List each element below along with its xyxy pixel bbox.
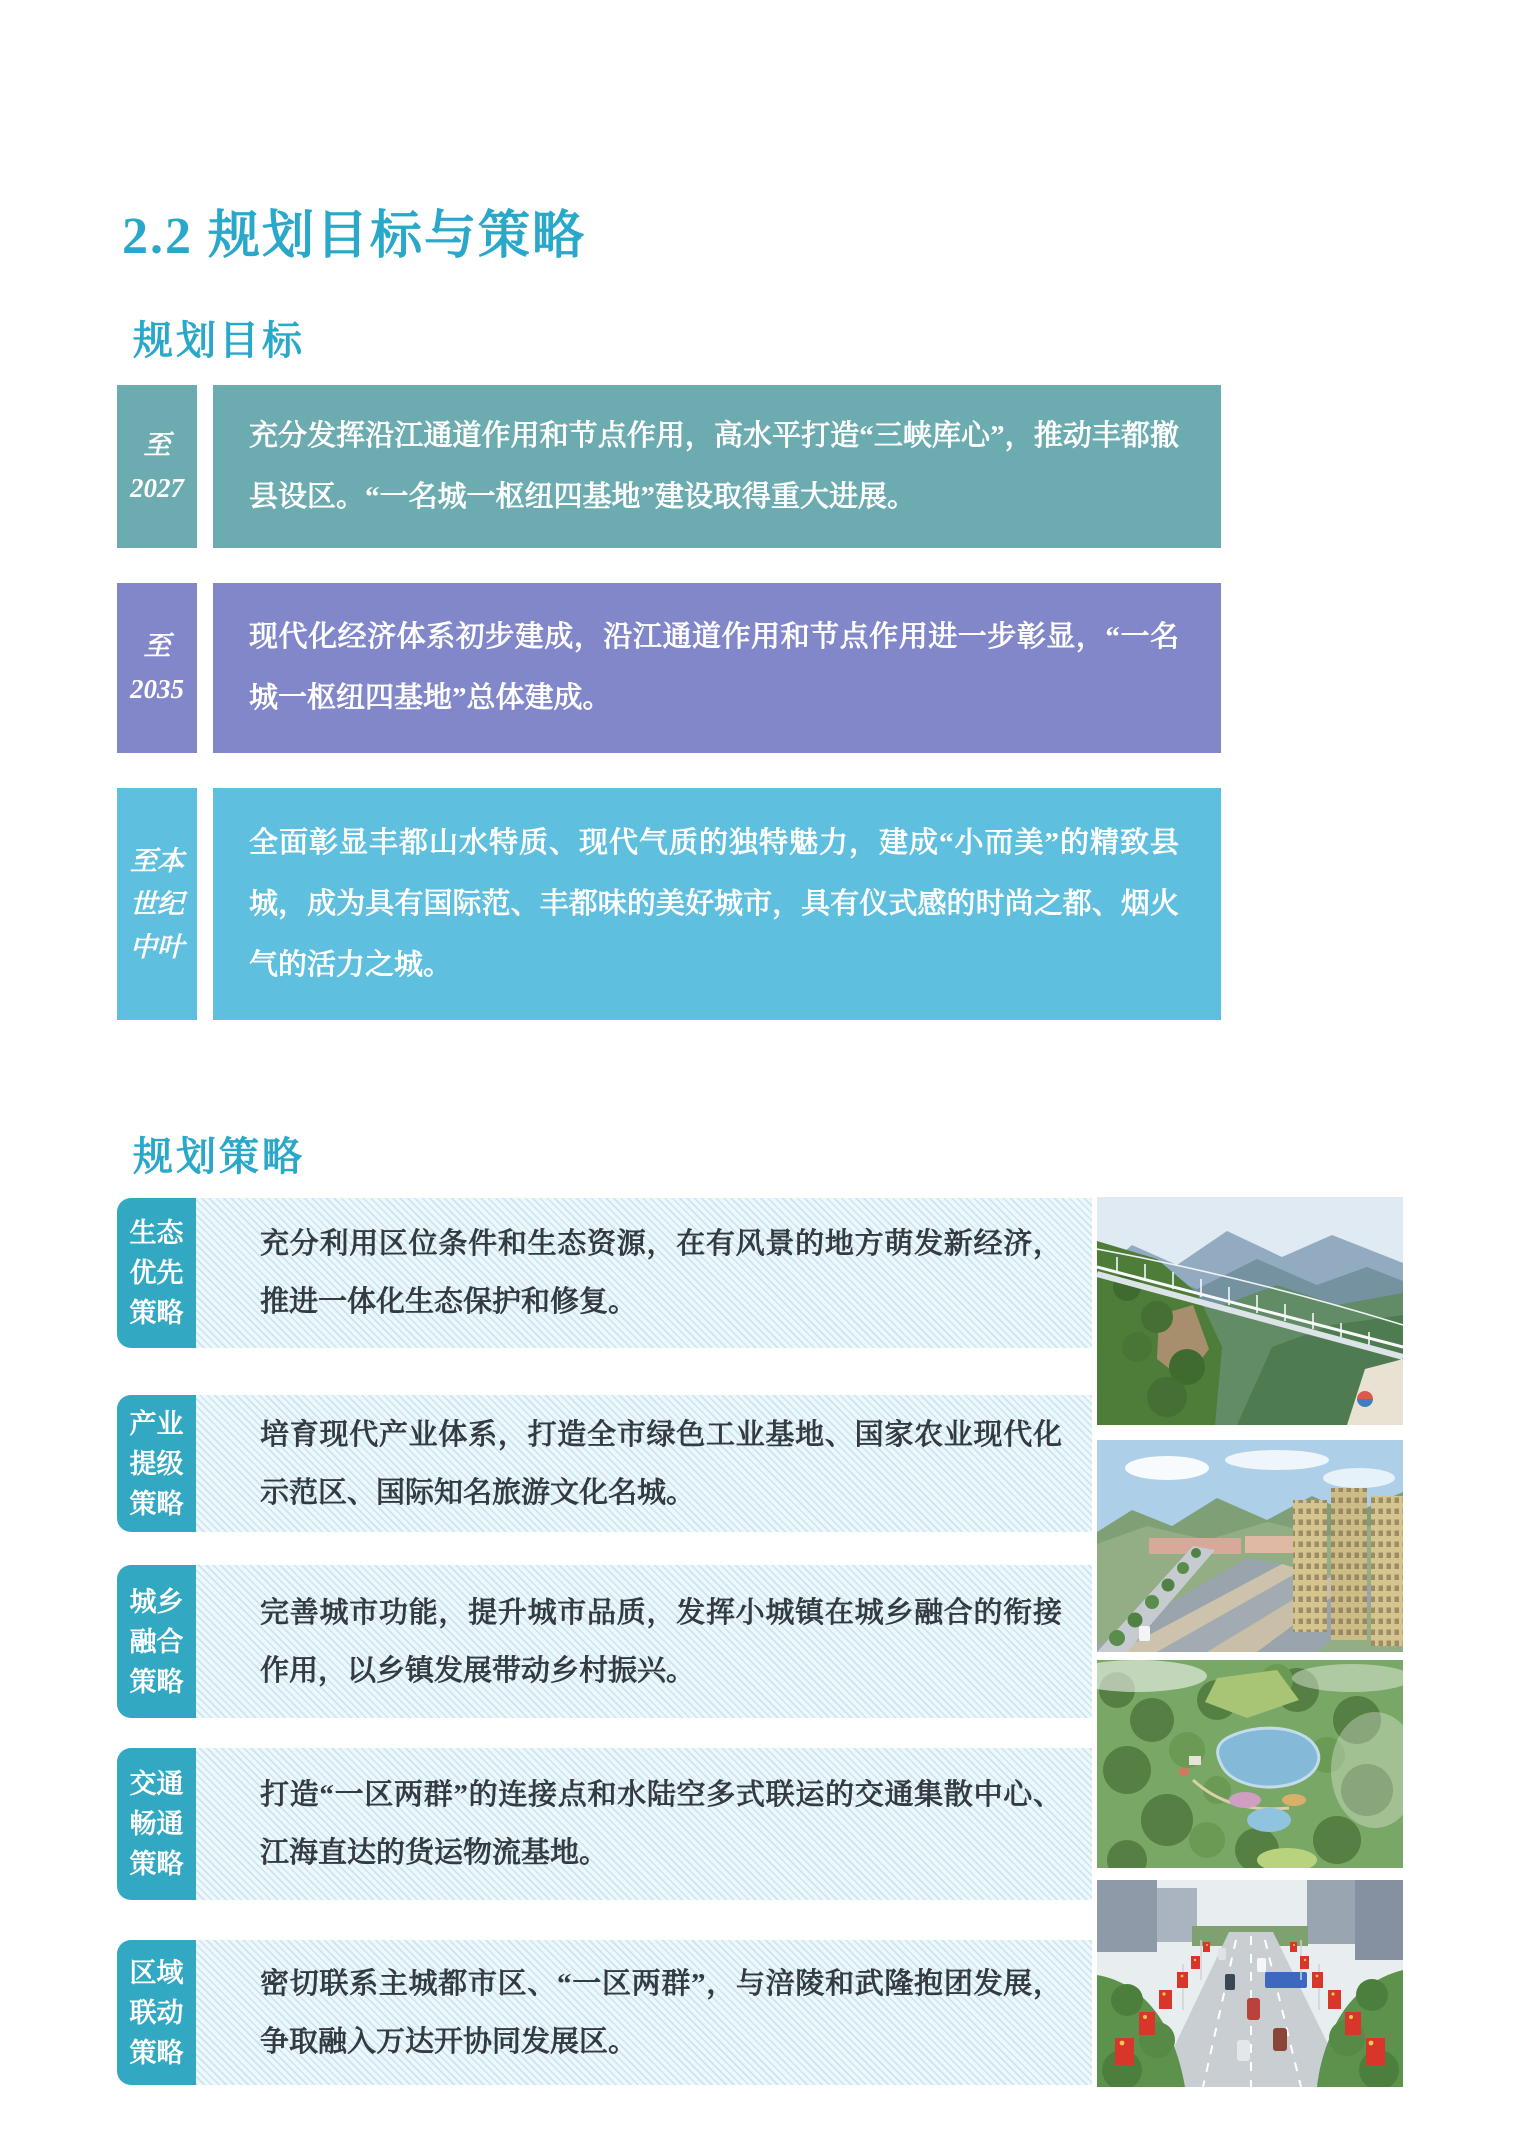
photo-city-street (1097, 1880, 1403, 2087)
goal-label-line: 2035 (130, 674, 184, 704)
goal-text-content: 现代化经济体系初步建成，沿江通道作用和节点作用进一步彰显，“一名城一枢纽四基地”总体建成。 (249, 621, 1179, 714)
goal-label-line: 至本 (130, 845, 184, 876)
strategy-regional-label (117, 1940, 196, 2085)
bridge-valley-illustration (1097, 1197, 1403, 1425)
strategy-text-content: 密切联系主城都市区、“一区两群”，与涪陵和武隆抱团发展，争取融入万达开协同发展区。 (260, 1967, 1062, 2058)
goal-text-content: 充分发挥沿江通道作用和节点作用，高水平打造“三峡库心”，推动丰都撤县设区。“一名城一枢纽四基地”建设取得重大进展。 (249, 419, 1179, 513)
strategy-transport-label (117, 1748, 196, 1900)
page-title: 2.2 规划目标与策略 (122, 207, 587, 265)
strategy-ecology-label (117, 1198, 196, 1348)
strategy-label-line: 策略 (129, 1666, 184, 1697)
strategy-label-line: 策略 (129, 1298, 184, 1328)
strategy-urban-rural-text (196, 1565, 1092, 1718)
photo-park-lake (1097, 1660, 1403, 1868)
photo-glass-bridge (1097, 1197, 1403, 1425)
town-street-illustration (1097, 1440, 1403, 1652)
goal-label-line: 世纪 (130, 888, 184, 919)
strategy-text-content: 充分利用区位条件和生态资源，在有风景的地方萌发新经济，推进一体化生态保护和修复。 (260, 1228, 1062, 1318)
strategy-industry-text (196, 1395, 1092, 1532)
goal-2035-label (117, 583, 197, 753)
park-lake-illustration (1097, 1660, 1403, 1868)
strategy-label-line: 策略 (129, 1488, 184, 1519)
strategy-label-line: 策略 (129, 1849, 184, 1879)
strategies-section-heading: 规划策略 (133, 1134, 305, 1180)
goal-label-line: 2027 (130, 472, 184, 503)
goal-2035-text (213, 583, 1221, 753)
strategy-industry-label (117, 1395, 196, 1532)
goals-section-heading: 规划目标 (133, 318, 305, 364)
strategy-label-line: 策略 (129, 2037, 184, 2068)
goal-text-content: 全面彰显丰都山水特质、现代气质的独特魅力，建成“小而美”的精致县城，成为具有国际范、丰都味的美好城市，具有仪式感的时尚之都、烟火气的活力之城。 (249, 826, 1179, 981)
strategy-label-line: 城乡 (129, 1586, 184, 1617)
strategy-label-line: 融合 (129, 1626, 184, 1657)
goal-midcentury-text (213, 788, 1221, 1020)
strategy-transport-text (196, 1748, 1092, 1900)
strategy-text-content: 培育现代产业体系，打造全市绿色工业基地、国家农业现代化示范区、国际知名旅游文化名城。 (260, 1418, 1062, 1509)
strategy-label-line: 优先 (129, 1258, 184, 1288)
goal-midcentury-label (117, 788, 197, 1020)
strategy-label-line: 产业 (129, 1408, 184, 1439)
strategy-regional-text (196, 1940, 1092, 2085)
strategy-label-line: 提级 (129, 1448, 184, 1479)
strategy-text-content: 完善城市功能，提升城市品质，发挥小城镇在城乡融合的衔接作用，以乡镇发展带动乡村振兴。 (260, 1596, 1062, 1687)
goal-label-line: 中叶 (130, 931, 184, 962)
strategy-ecology-text (196, 1198, 1092, 1348)
strategy-label-line: 交通 (129, 1769, 184, 1799)
strategy-text-content: 打造“一区两群”的连接点和水陆空多式联运的交通集散中心、江海直达的货运物流基地。 (260, 1779, 1062, 1869)
strategy-urban-rural-label (117, 1565, 196, 1718)
city-street-flags-illustration (1097, 1880, 1403, 2087)
goal-2027-text (213, 385, 1221, 548)
goal-2027-label (117, 385, 197, 548)
goal-label-line: 至 (143, 631, 171, 661)
strategy-label-line: 生态 (129, 1218, 184, 1248)
strategy-label-line: 区域 (129, 1957, 184, 1988)
strategy-label-line: 联动 (129, 1997, 184, 2028)
goal-label-line: 至 (143, 429, 171, 460)
strategy-label-line: 畅通 (129, 1809, 184, 1839)
photo-town-buildings (1097, 1440, 1403, 1652)
